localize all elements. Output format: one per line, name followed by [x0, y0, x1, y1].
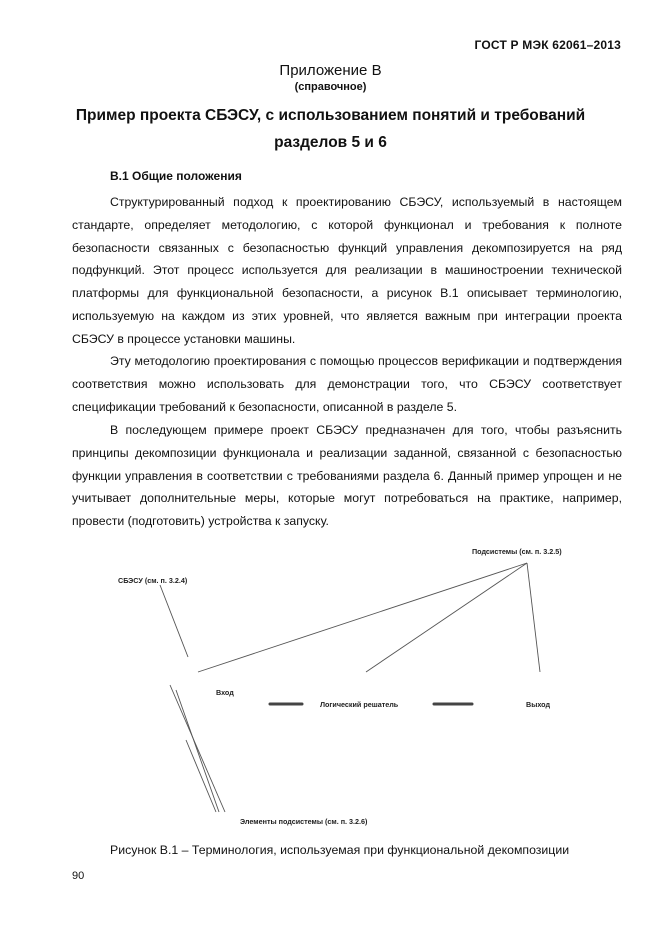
section-title: В.1 Общие положения — [110, 169, 242, 183]
label-input: Вход — [216, 688, 234, 697]
label-output: Выход — [526, 700, 551, 709]
page-number: 90 — [72, 870, 85, 882]
paragraph-3: В последующем примере проект СБЭСУ предназначен для того, чтобы разъяснить принципы декомпозиции функционала и реализации заданной, связанной с безопасностью функции управления в соответствии с требованиями раздела 6. Данный пример упрощен и не учитывает дополнительные меры, которые могут потребоваться на практике, например, провести (подготовить) устройства к запуску. — [72, 423, 622, 529]
figure-caption: Рисунок В.1 – Терминология, используемая при функциональной декомпозиции — [110, 843, 570, 857]
elements-leader-3 — [186, 740, 216, 812]
standard-header: ГОСТ Р МЭК 62061–2013 — [474, 38, 621, 52]
decomposition-figure — [0, 540, 661, 840]
appendix-heading-line2: разделов 5 и 6 — [274, 134, 387, 151]
elements-leader-2 — [176, 690, 219, 812]
subsystems-leader-input — [198, 563, 527, 672]
label-subsystem-elements: Элементы подсистемы (см. п. 3.2.6) — [240, 817, 368, 826]
label-subsystems: Подсистемы (см. п. 3.2.5) — [472, 547, 562, 556]
appendix-title: Приложение В — [279, 62, 382, 79]
subsystems-leader-output — [527, 563, 540, 672]
appendix-heading-line1: Пример проекта СБЭСУ, с использованием понятий и требований — [75, 107, 586, 124]
srecs-leader — [160, 585, 188, 657]
elements-leader-1 — [170, 685, 225, 812]
paragraph-2: Эту методологию проектирования с помощью процессов верификации и подтверждения соответствия можно использовать для демонстрации того, что СБЭСУ соответствует спецификации требований к безопасности, описанной в разделе 5. — [72, 354, 622, 414]
appendix-heading — [0, 102, 661, 156]
subsystems-leader-logic — [366, 563, 527, 672]
label-srecs: СБЭСУ (см. п. 3.2.4) — [118, 576, 188, 585]
label-logic-solver: Логический решатель — [320, 700, 399, 709]
appendix-subtitle: (справочное) — [294, 81, 367, 93]
paragraph-1: Структурированный подход к проектированию СБЭСУ, используемый в настоящем стандарте, определяет методологию, с которой функционал и требования к полноте безопасности связанных с безопасностью функций управления декомпозируется на ряд подфункций. Этот процесс используется для реализации в машиностроении технической платформы для функциональной безопасности, а рисунок В.1 описывает терминологию, используемую на каждом из этих уровней, что является важным при интеграции проекта СБЭСУ в процессе установки машины. — [72, 195, 622, 346]
